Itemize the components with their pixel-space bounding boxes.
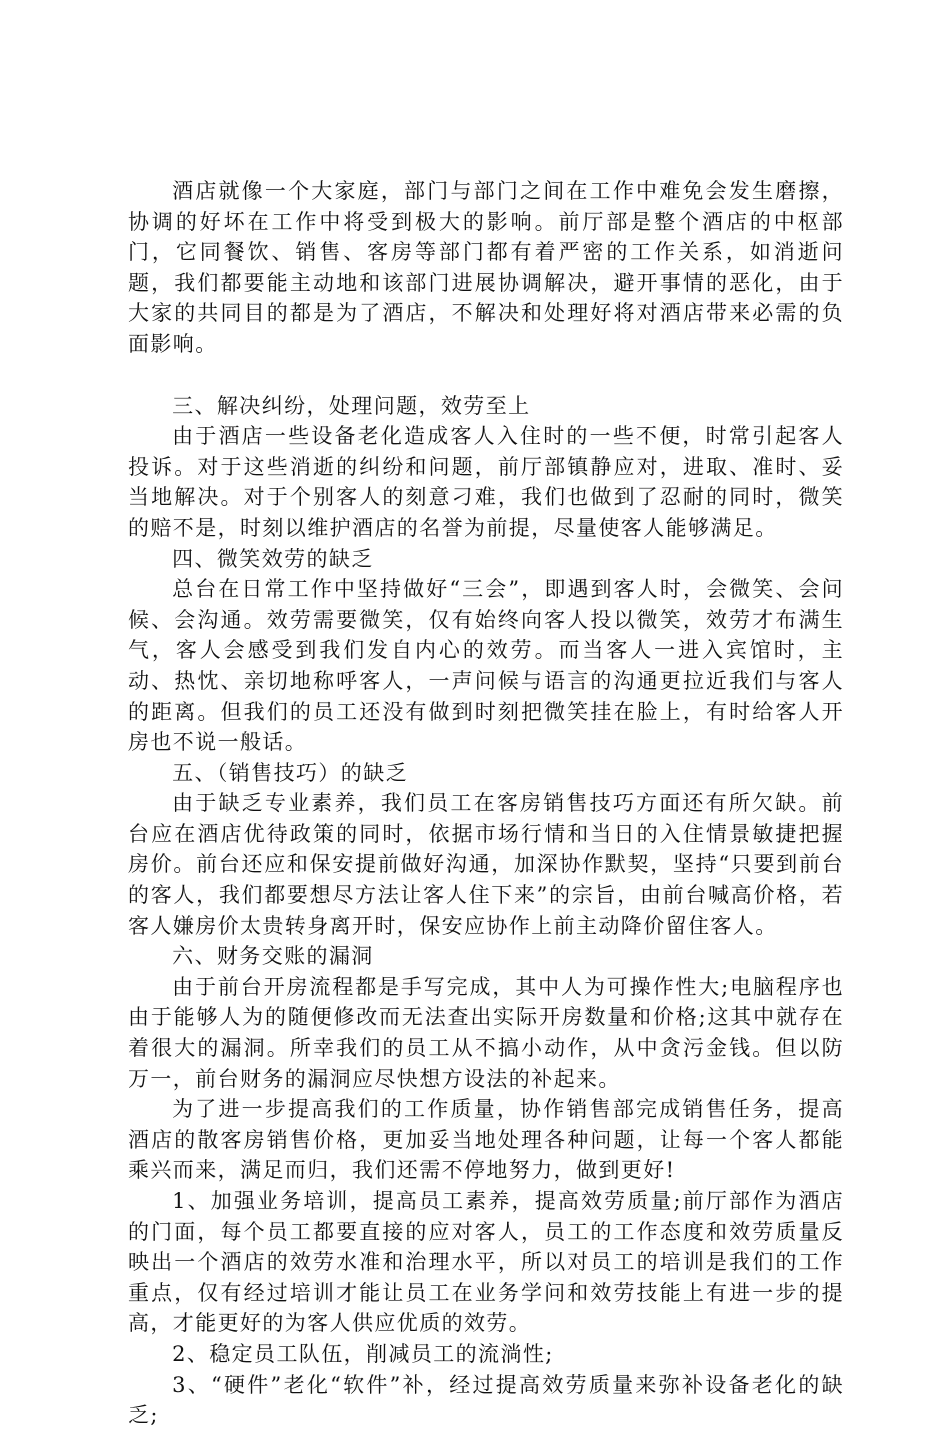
paragraph-finance-loophole: 由于前台开房流程都是手写完成，其中人为可操作性大;电脑程序也由于能够人为的随便修改而无法查出实际开房数量和价格;这其中就存在着很大的漏洞。所幸我们的员工从不搞小动作，从中贪污金钱。但以防万一，前台财务的漏洞应尽快想方设法的补起来。 [128, 974, 844, 1091]
paragraph-sales-skills: 由于缺乏专业素养，我们员工在客房销售技巧方面还有所欠缺。前台应在酒店优待政策的同时，依据市场行情和当日的入住情景敏捷把握房价。前台还应和保安提前做好沟通，加深协作默契，坚持“只要到前台的客人，我们都要想尽方法让客人住下来”的宗旨，由前台喊高价格，若客人嫌房价太贵转身离开时，保安应协作上前主动降价留住客人。 [128, 791, 844, 938]
section-heading-3: 三、解决纠纷，处理问题，效劳至上 [172, 393, 531, 418]
list-item-2: 2、稳定员工队伍，削减员工的流淌性; [172, 1341, 554, 1366]
paragraph-department-coordination: 酒店就像一个大家庭，部门与部门之间在工作中难免会发生磨擦，协调的好坏在工作中将受到极大的影响。前厅部是整个酒店的中枢部门，它同餐饮、销售、客房等部门都有着严密的工作关系，如消逝问题，我们都要能主动地和该部门进展协调解决，避开事情的恶化，由于大家的共同目的都是为了酒店，不解决和处理好将对酒店带来必需的负面影响。 [128, 179, 844, 356]
paragraph-smile-service: 总台在日常工作中坚持做好“三会”，即遇到客人时，会微笑、会问候、会沟通。效劳需要微笑，仅有始终向客人投以微笑，效劳才布满生气，客人会感受到我们发自内心的效劳。而当客人一进入宾馆时，主动、热忱、亲切地称呼客人，一声问候与语言的沟通更拉近我们与客人的距离。但我们的员工还没有做到时刻把微笑挂在脸上，有时给客人开房也不说一般话。 [128, 577, 844, 755]
section-heading-5: 五、（销售技巧）的缺乏 [172, 760, 408, 785]
section-heading-4: 四、微笑效劳的缺乏 [172, 546, 374, 571]
list-item-1: 1、加强业务培训，提高员工素养，提高效劳质量;前厅部作为酒店的门面，每个员工都要直接的应对客人，员工的工作态度和效劳质量反映出一个酒店的效劳水准和治理水平，所以对员工的培训是我们的工作重点，仅有经过培训才能让员工在业务学问和效劳技能上有进一步的提高，才能更好的为客人供应优质的效劳。 [128, 1189, 844, 1336]
paragraph-improvement-intro: 为了进一步提高我们的工作质量，协作销售部完成销售任务，提高酒店的散客房销售价格，更加妥当地处理各种问题，让每一个客人都能乘兴而来，满足而归，我们还需不停地努力，做到更好! [128, 1097, 844, 1183]
list-item-3: 3、“硬件”老化“软件”补，经过提高效劳质量来弥补设备老化的缺乏; [128, 1372, 844, 1428]
document-body [128, 176, 844, 1431]
paragraph-dispute-handling: 由于酒店一些设备老化造成客人入住时的一些不便，时常引起客人投诉。对于这些消逝的纠纷和问题，前厅部镇静应对，进取、准时、妥当地解决。对于个别客人的刻意刁难，我们也做到了忍耐的同时，微笑的赔不是，时刻以维护酒店的名誉为前提，尽量使客人能够满足。 [128, 424, 844, 540]
section-heading-6: 六、财务交账的漏洞 [172, 944, 374, 969]
